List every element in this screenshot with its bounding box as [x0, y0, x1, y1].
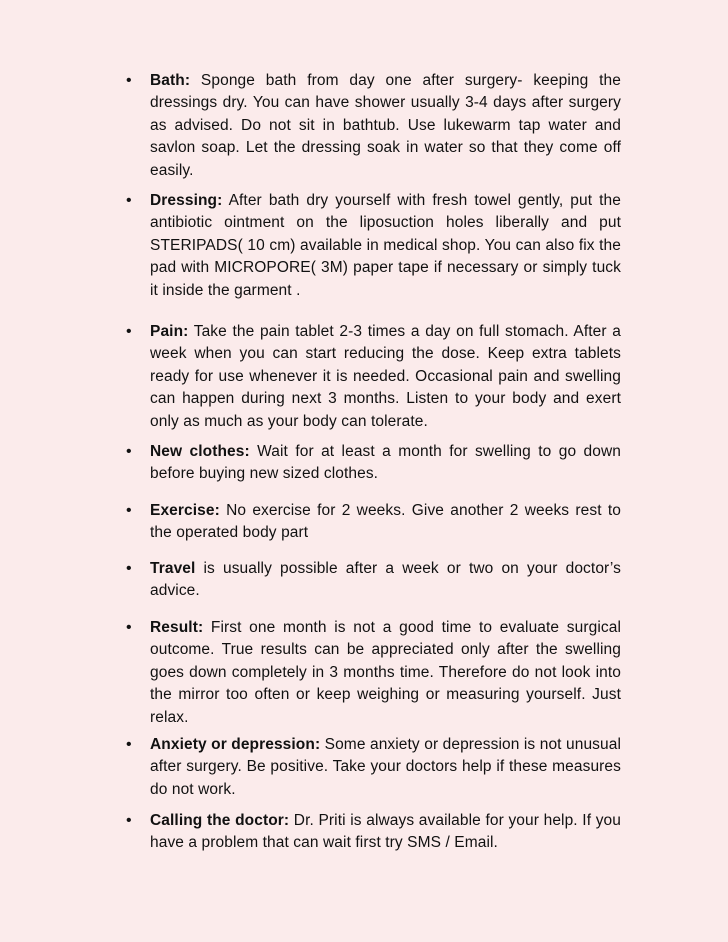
item-heading: Dressing: — [150, 192, 223, 209]
bullet-icon: • — [126, 812, 132, 829]
item-heading: Exercise: — [150, 502, 220, 519]
list-item-text — [150, 190, 621, 302]
item-heading: Bath: — [150, 72, 191, 89]
list-item-text — [150, 441, 621, 486]
item-body: Dr. Priti is always available for your help. If you have a problem that can wait first try SMS / Email. — [150, 812, 621, 852]
list-item-text — [150, 617, 621, 729]
item-heading: Anxiety or depression: — [150, 736, 321, 753]
bullet-icon: • — [126, 72, 132, 89]
list-item-text — [150, 500, 621, 545]
bullet-icon: • — [126, 323, 132, 340]
item-heading: Travel — [150, 560, 196, 577]
item-body: Take the pain tablet 2-3 times a day on full stomach. After a week when you can start reducing the dose. Keep extra tablets ready for use whenever it is needed. Occasional pain and swelling can happen during next 3 months. Listen to your body and exert only as much as your body can tolerate. — [150, 323, 621, 430]
list-item-text — [150, 734, 621, 801]
list-item-text — [150, 70, 621, 182]
item-body: First one month is not a good time to evaluate surgical outcome. True results can be appreciated only after the swelling goes down completely in 3 months time. Therefore do not look into the mirror too often or keep weighing or measuring yourself. Just relax. — [150, 619, 621, 726]
item-body: Some anxiety or depression is not unusual after surgery. Be positive. Take your doctors help if these measures do not work. — [150, 736, 621, 798]
bullet-icon: • — [126, 619, 132, 636]
item-body: After bath dry yourself with fresh towel gently, put the antibiotic ointment on the liposuction holes liberally and put STERIPADS( 10 cm) available in medical shop. You can also fix the pad with MICROPORE( 3M) paper tape if necessary or simply tuck it inside the garment . — [150, 192, 621, 299]
item-heading: Calling the doctor: — [150, 812, 290, 829]
list-item-text — [150, 810, 621, 855]
list-item-text — [150, 558, 621, 603]
bullet-icon: • — [126, 560, 132, 577]
item-body: is usually possible after a week or two on your doctor’s advice. — [150, 560, 621, 600]
list-item-text — [150, 321, 621, 433]
bullet-icon: • — [126, 502, 132, 519]
bullet-icon: • — [126, 443, 132, 460]
item-body: No exercise for 2 weeks. Give another 2 weeks rest to the operated body part — [150, 502, 621, 542]
item-body: Wait for at least a month for swelling to go down before buying new sized clothes. — [150, 443, 621, 483]
item-body: Sponge bath from day one after surgery- keeping the dressings dry. You can have shower usually 3-4 days after surgery as advised. Do not sit in bathtub. Use lukewarm tap water and savlon soap. Let the dressing soak in water so that they come off easily. — [150, 72, 621, 179]
bullet-icon: • — [126, 192, 132, 209]
item-heading: New clothes: — [150, 443, 250, 460]
item-heading: Result: — [150, 619, 204, 636]
bullet-icon: • — [126, 736, 132, 753]
item-heading: Pain: — [150, 323, 189, 340]
